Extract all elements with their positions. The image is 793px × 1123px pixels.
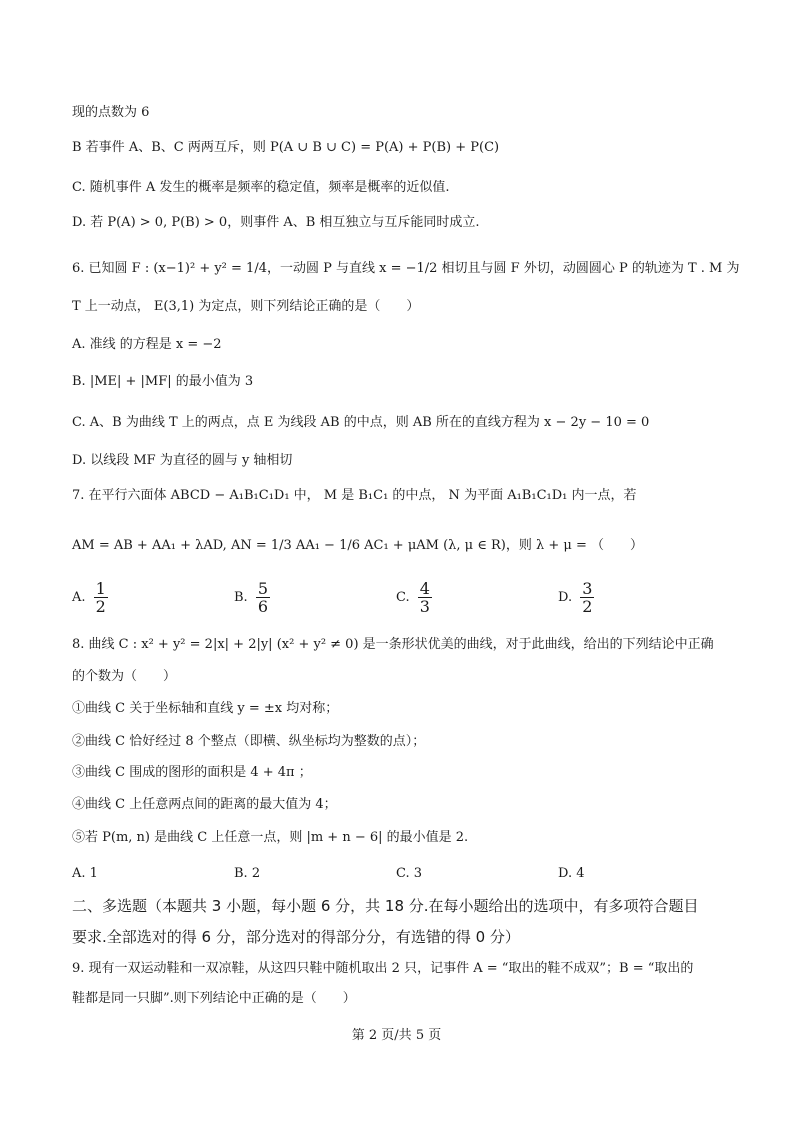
q7-choice-a: A. $\frac{1}{2}$ [72, 579, 106, 616]
section-heading-instructions: 要求.全部选对的得 6 分，部分选对的得部分分，有选错的得 0 分） [72, 928, 520, 946]
q5-option-d: D. 若 P(A) > 0, P(B) > 0，则事件 A、B 相互独立与互斥能同时成立. [72, 215, 480, 230]
q6-option-a: A. 准线 的方程是 x = −2 [72, 337, 222, 352]
q9-stem-line1: 9. 现有一双运动鞋和一双凉鞋，从这四只鞋中随机取出 2 只，记事件 A = “取出的鞋不成双”；B = “取出的 [72, 961, 694, 976]
q8-stem-line1: 8. 曲线 C : x² + y² = 2|x| + 2|y| (x² + y² ≠ 0) 是一条形状优美的曲线，对于此曲线，给出的下列结论中正确 [72, 637, 714, 652]
q6-option-d: D. 以线段 MF 为直径的圆与 y 轴相切 [72, 453, 293, 468]
q8-choice-d: D. 4 [558, 866, 585, 881]
q5-option-b: B 若事件 A、B、C 两两互斥，则 P(A ∪ B ∪ C) = P(A) + P(B) + P(C) [72, 140, 500, 155]
q6-stem-line2: T 上一动点， E(3,1) 为定点，则下列结论正确的是（ ） [72, 299, 420, 314]
page-footer: 第 2 页/共 5 页 [351, 1028, 442, 1043]
q8-statement-2: ②曲线 C 恰好经过 8 个整点（即横、纵坐标均为整数的点）； [72, 734, 426, 749]
q8-choice-a: A. 1 [72, 866, 98, 881]
q7-choices [72, 580, 733, 616]
q8-statement-3: ③曲线 C 围成的图形的面积是 4 + 4π ； [72, 765, 312, 780]
q7-choice-b: B. $\frac{5}{6}$ [234, 579, 269, 616]
q8-choice-c: C. 3 [396, 866, 423, 881]
q8-stem-line2: 的个数为（ ） [72, 669, 177, 684]
q8-statement-1: ①曲线 C 关于坐标轴和直线 y = ±x 均对称； [72, 701, 339, 716]
q7-choice-c: C. $\frac{4}{3}$ [396, 579, 430, 616]
q6-option-c: C. A、B 为曲线 T 上的两点，点 E 为线段 AB 的中点，则 AB 所在的直线方程为 x − 2y − 10 = 0 [72, 415, 650, 430]
q8-choice-b: B. 2 [234, 866, 261, 881]
q8-statement-4: ④曲线 C 上任意两点间的距离的最大值为 4； [72, 797, 337, 812]
q8-statement-5: ⑤若 P(m, n) 是曲线 C 上任意一点，则 |m + n − 6| 的最小值是 2. [72, 830, 469, 845]
q7-choice-d: D. $\frac{3}{2}$ [558, 579, 593, 616]
q5-option-c: C. 随机事件 A 发生的概率是频率的稳定值，频率是概率的近似值. [72, 180, 450, 195]
q6-stem-line1: 6. 已知圆 F : (x−1)² + y² = 1/4，一动圆 P 与直线 x = −1/2 相切且与圆 F 外切，动圆圆心 P 的轨迹为 T . M 为 [72, 261, 740, 276]
q7-stem-line2: AM = AB + AA₁ + λAD, AN = 1/3 AA₁ − 1/6 AC₁ + μAM (λ, μ ∈ R)，则 λ + μ = （ ） [72, 538, 644, 553]
q7-stem-line1: 7. 在平行六面体 ABCD − A₁B₁C₁D₁ 中， M 是 B₁C₁ 的中点， N 为平面 A₁B₁C₁D₁ 内一点，若 [72, 488, 637, 503]
section-heading-multiple-choice: 二、多选题（本题共 3 小题，每小题 6 分，共 18 分.在每小题给出的选项中，有多项符合题目 [72, 897, 699, 915]
q5-option-a-tail: 现的点数为 6 [72, 105, 150, 120]
q9-stem-line2: 鞋都是同一只脚”.则下列结论中正确的是（ ） [72, 991, 356, 1006]
q6-option-b: B. |ME| + |MF| 的最小值为 3 [72, 374, 254, 389]
